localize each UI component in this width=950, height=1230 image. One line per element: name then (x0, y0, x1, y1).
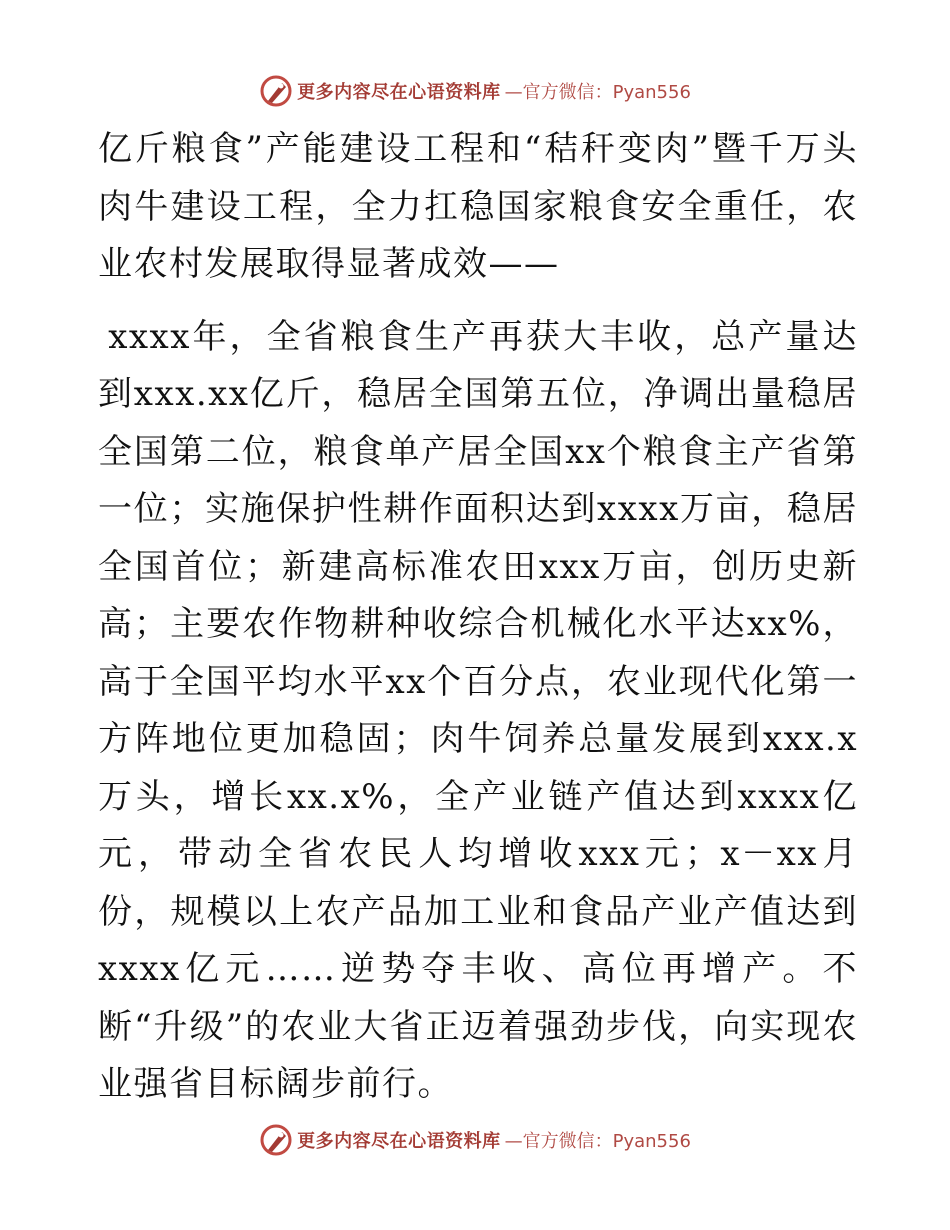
pen-nib-logo-icon (259, 74, 293, 108)
body-paragraph-1: 亿斤粮食”产能建设工程和“秸秆变肉”暨千万头肉牛建设工程，全力扛稳国家粮食安全重任，农业农村发展取得显著成效—— (98, 129, 858, 284)
footer-site-text: 更多内容尽在心语资料库 (297, 1131, 501, 1152)
footer-banner (0, 1120, 950, 1160)
header-banner (0, 71, 950, 111)
body-paragraph-2: xxxx年，全省粮食生产再获大丰收，总产量达到xxx.xx亿斤，稳居全国第五位，净调出量稳居全国第二位，粮食单产居全国xx个粮食主产省第一位；实施保护性耕作面积达到xxxx万亩，稳居全国首位；新建高标准农田xxx万亩，创历史新高；主要农作物耕种收综合机械化水平达xx%，高于全国平均水平xx个百分点，农业现代化第一方阵地位更加稳固；肉牛饲养总量发展到xxx.x万头，增长xx.x%，全产业链产值达到xxxx亿元，带动全省农民人均增收xxx元；x－xx月份，规模以上农产品加工业和食品产业产值达到xxxx亿元……逆势夺丰收、高位再增产。不断“升级”的农业大省正迈着强劲步伐，向实现农业强省目标阔步前行。 (98, 316, 858, 1104)
header-wechat-text: —官方微信：Pyan556 (504, 82, 691, 103)
pen-nib-logo-icon (259, 1123, 293, 1157)
document-body (98, 121, 858, 1114)
header-site-text: 更多内容尽在心语资料库 (297, 82, 501, 103)
footer-wechat-text: —官方微信：Pyan556 (504, 1131, 691, 1152)
